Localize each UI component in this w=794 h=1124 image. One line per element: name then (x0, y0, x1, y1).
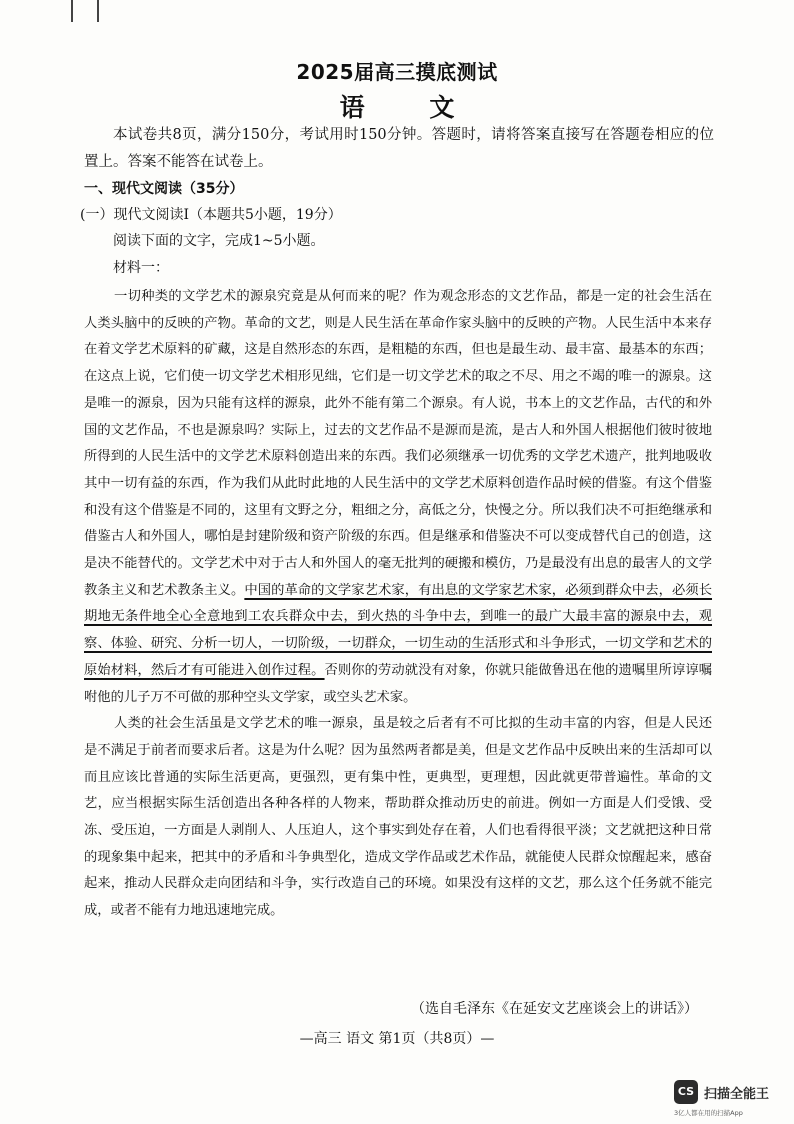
subsection-heading: (一）现代文阅读Ⅰ（本题共5小题，19分） (80, 207, 342, 223)
reading-passage (84, 284, 712, 925)
section-heading: 一、现代文阅读（35分） (84, 181, 244, 197)
passage-text: 一切种类的文学艺术的源泉究竟是从何而来的呢？作为观念形态的文艺作品，都是一定的社会生活在人类头脑中的反映的产物。革命的文艺，则是人民生活在革命作家头脑中的反映的产物。人民生活中本来存在着文学艺术原料的矿藏，这是自然形态的东西，是粗糙的东西，但也是最生动、最丰富、最基本的东西；在这点上说，它们使一切文学艺术相形见绌，它们是一切文学艺术的取之不尽、用之不竭的唯一的源泉。这是唯一的源泉，因为只能有这样的源泉，此外不能有第二个源泉。有人说，书本上的文艺作品，古代的和外国的文艺作品，不也是源泉吗？实际上，过去的文艺作品不是源而是流，是古人和外国人根据他们彼时彼地所得到的人民生活中的文学艺术原料创造出来的东西。我们必须继承一切优秀的文学艺术遗产，批判地吸收其中一切有益的东西，作为我们从此时此地的人民生活中的文学艺术原料创造作品时候的借鉴。有这个借鉴和没有这个借鉴是不同的，这里有文野之分，粗细之分，高低之分，快慢之分。所以我们决不可拒绝继承和借鉴古人和外国人，哪怕是封建阶级和资产阶级的东西。但是继承和借鉴决不可以变成替代自己的创造，这是决不能替代的。文学艺术中对于古人和外国人的毫无批判的硬搬和模仿，乃是最没有出息的最害人的文学教条主义和艺术教条主义。 (84, 289, 712, 598)
binding-mark (71, 0, 73, 22)
watermark-tagline: 3亿人都在用的扫描App (674, 1109, 743, 1117)
watermark-app-name: 扫描全能王 (704, 1087, 770, 1102)
underlined-passage-text: 中国的革命的文学家艺术家，有出息的文学家艺术家，必须到群众中去，必须长期地无条件地全心全意地到工农兵群众中去，到火热的斗争中去，到唯一的最广大最丰富的源泉中去，观察、体验、研究、分析一切人，一切阶级，一切群众，一切生动的生活形式和斗争形式，一切文学和艺术的原始材料，然后才有可能进入创作过程。 (84, 582, 713, 678)
material-label: 材料一： (113, 260, 169, 276)
binding-mark (97, 0, 99, 22)
exam-instructions: 本试卷共8页，满分150分，考试用时150分钟。答题时，请将答案直接写在答题卷相应的位置上。答案不能答在试卷上。 (84, 127, 714, 170)
subject-title: 语 文 (339, 93, 483, 122)
page-footer: —高三 语文 第1页（共8页）— (299, 1031, 495, 1047)
reading-direction: 阅读下面的文字，完成1~5小题。 (113, 233, 325, 249)
scanner-watermark (674, 1080, 784, 1118)
passage-paragraph-1 (84, 284, 712, 711)
passage-source: （选自毛泽东《在延安文艺座谈会上的讲话》） (411, 1001, 698, 1017)
exam-title: 2025届高三摸底测试 (296, 60, 498, 84)
passage-paragraph-2: 人类的社会生活虽是文学艺术的唯一源泉，虽是较之后者有不可比拟的生动丰富的内容，但是人民还是不满足于前者而要求后者。这是为什么呢？因为虽然两者都是美，但是文艺作品中反映出来的生活却可以而且应该比普通的实际生活更高，更强烈，更有集中性，更典型，更理想，因此就更带普遍性。革命的文艺，应当根据实际生活创造出各种各样的人物来，帮助群众推动历史的前进。例如一方面是人们受饿、受冻、受压迫，一方面是人剥削人、人压迫人，这个事实到处存在着，人们也看得很平淡；文艺就把这种日常的现象集中起来，把其中的矛盾和斗争典型化，造成文学作品或艺术作品，就能使人民群众惊醒起来，感奋起来，推动人民群众走向团结和斗争，实行改造自己的环境。如果没有这样的文艺，那么这个任务就不能完成，或者不能有力地迅速地完成。 (84, 716, 712, 919)
passage-text: 否则你的劳动就没有对象，你就只能做鲁迅在他的遗嘱里所谆谆嘱咐他的儿子万不可做的那种空头文学家，或空头艺术家。 (84, 662, 713, 705)
camscanner-logo-icon: CS (674, 1080, 698, 1104)
